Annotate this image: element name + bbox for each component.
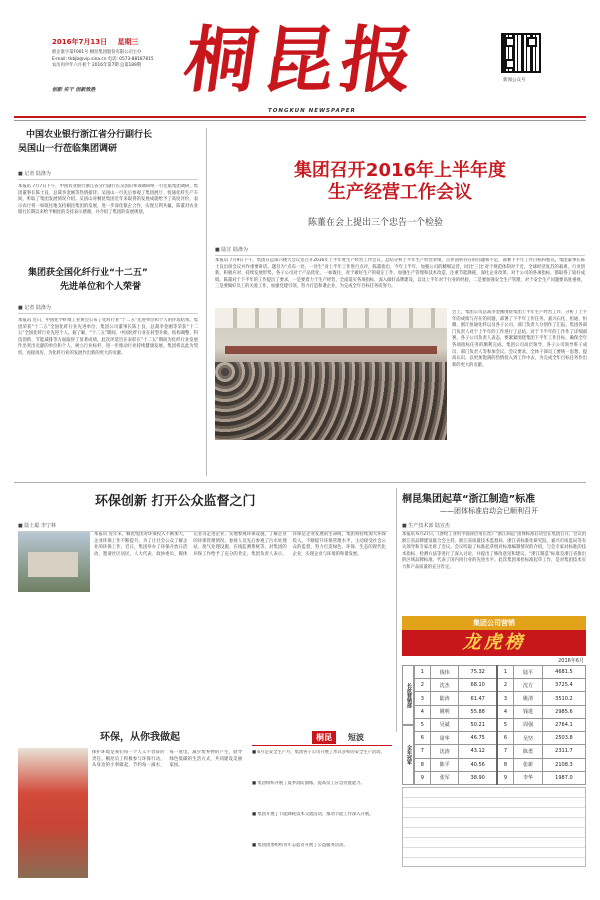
table-cell: 1987.0 <box>542 771 585 784</box>
lead-byline: ■ 陆宣 陆涤为 <box>215 246 585 256</box>
table-cell: 陈平 <box>430 758 459 771</box>
right-story-body: 本报讯 6月27日，《涤纶工业用平面涂层用长丝》“浙江制造”团体标准启动会在集团召开。会议由浙江省品牌建设联合会主持，浙江省质量技术监督局、浙江省标准化研究院、嘉兴市质监局等有关领导和专家出席了会议。会议听取了标准起草组对标准编制情况的介绍，与会专家对标准的技术指标、检测方法等进行了深入讨论，并提出了修改意见和建议。“浙江制造”标准是浙江省推出的区域品牌标准，代表了国内同行业的先进水平。此次集团承担标准起草工作，是对集团技术实力和产品质量的充分肯定。 <box>402 532 586 570</box>
table-cell: 吴坚 <box>514 732 543 745</box>
sales-side-label: 全年冠军 <box>402 725 414 785</box>
table-cell: 6 <box>415 732 431 745</box>
table-cell: 46.75 <box>459 732 497 745</box>
table-cell: 钱进 <box>514 705 543 718</box>
left-top-article <box>18 128 198 272</box>
column-divider <box>396 488 397 732</box>
table-cell: 8 <box>497 758 514 771</box>
brief-title: 短波 <box>348 733 364 742</box>
brief-item: ■ 集团团委组织青年志愿者开展了公益服务活动。 <box>252 843 348 848</box>
env-headline: 环保创新 打开公众监督之门 <box>95 494 256 509</box>
table-cell: 2764.1 <box>542 718 585 731</box>
left-mid-article <box>18 266 198 486</box>
headline: 中国农业银行浙江省分行副行长 <box>26 130 153 140</box>
table-cell: 2108.3 <box>542 758 585 771</box>
table-cell: 38.90 <box>459 771 497 784</box>
lead-subhead: 陈董在会上提出三个忠告一个检验 <box>308 218 444 228</box>
right-story-byline: ■ 生产技术部 陆宣杰 <box>402 522 586 532</box>
table-cell: 2311.7 <box>542 745 585 758</box>
lead-body: 本报讯 7月9日下午，集团在总部六楼大会议室召开2016年上半年度生产经营工作会议。总结分析上半年生产经营业绩，点评剖析存在的问题和不足，部署下半年工作目标和重点。集团董事长陈士良出席会议并作重要讲话。题目为“点布一处，一处生”对上半年工作进行点评，陈董指出，今年上半年，加强公司的精细运营，同比‘三比’对于规范体制对于近，全球经济复苏的艰难，行业创新，积极应对、持续发展形势，各子公司对于产品优化，一如既往，对于做好生产的稳定工作，加强生产管理和技术改造，注重节能降耗，深化企业改革。对于公司的各项指标，都取得了较好成绩。陈董对于下半年的工作提出了要求，一是要着力于生产经营，全面落实各项指标，深入做好品牌建设，以及上半年对于行业的经验，二是要加强安全生产管理，对于安全生产问题要高度重视，三是要做好员工的关爱工作，加强党建引领，努力打造和谐企业，为完成全年目标任务而努力。 <box>215 258 585 290</box>
masthead-rule <box>14 116 586 118</box>
table-cell: 50.21 <box>459 718 497 731</box>
table-cell: 43.12 <box>459 745 497 758</box>
article-body: 本报讯 近日，中国化学纤维工业协会公布了化纤行业“十二五”先进单位和个人的评选结果。集团荣获“十二五”全国化纤行业先进单位，集团公司董事长陈士良、总裁李金刚等荣获“十二五”全国化纤行业先进个人。据了解，“十二五”期间，中国化纤行业在转型升级、结构调整、科技创新、节能减排等方面取得了显著成绩。此次评选旨在表彰在“十二五”期间为化纤行业发展作出突出贡献的单位和个人，树立行业标杆，进一步推动行业持续健康发展。集团将以此为契机，再接再厉，为化纤行业的发展作出新的更大的贡献。 <box>18 318 198 356</box>
table-cell: 3 <box>497 692 514 705</box>
table-cell: 6 <box>497 732 514 745</box>
table-cell: 陆涛 <box>430 692 459 705</box>
brief-list <box>252 750 392 871</box>
sales-banner <box>402 630 586 656</box>
sales-header <box>402 616 586 630</box>
table-cell: 4681.5 <box>542 666 585 679</box>
masthead-date-bar <box>52 37 139 47</box>
table-row <box>415 718 586 731</box>
table-cell: 李华 <box>514 771 543 784</box>
brief-box <box>252 730 392 882</box>
table-cell: 8 <box>415 758 431 771</box>
masthead-subtitle: TONGKUN NEWSPAPER <box>268 108 356 114</box>
brief-item: ■ 集团组织开展了夏季消防演练，提高员工应急处置能力。 <box>252 781 365 786</box>
lead-body-continued <box>215 444 447 478</box>
headline: 吴国山一行莅临集团调研 <box>18 144 118 154</box>
table-cell: 61.47 <box>459 692 497 705</box>
sales-side-label: 长丝营销部 <box>402 665 414 725</box>
table-row <box>415 692 586 705</box>
sales-period: 2016年6月 <box>558 658 584 664</box>
table-cell: 3725.4 <box>542 679 585 692</box>
table-row <box>415 666 586 679</box>
table-cell: 沈杰 <box>430 679 459 692</box>
lead-headline-line: 生产经营工作会议 <box>328 182 472 203</box>
table-cell: 5 <box>415 718 431 731</box>
table-cell: 4 <box>415 705 431 718</box>
section-rule <box>14 482 586 483</box>
issue-date: 2016年7月13日 <box>52 38 108 46</box>
table-cell: 9 <box>415 771 431 784</box>
brief-tag: 桐昆 <box>312 731 336 744</box>
lead-headline <box>215 160 585 204</box>
table-cell: 周华 <box>430 732 459 745</box>
table-cell: 2503.8 <box>542 732 585 745</box>
table-cell: 姚清 <box>514 692 543 705</box>
article-body: 本报讯 7月7日下午，中国农业银行浙江省分行副行长吴国山率领调研组一行莅临集团调研，集团董事长陈士良、总裁李金刚等热情接待。吴国山一行先后参观了集团展厅、恒通化纤生产车间，听取了集团发展情况介绍。吴国山对桐昆集团近年来取得的发展成就给予了高度评价，表示农行将一如既往地支持桐昆集团的发展，进一步深化银企合作，实现互利共赢。陈董对农业银行长期以来给予桐昆的支持表示感谢，并介绍了集团的发展规划。 <box>18 184 198 216</box>
env-byline: ■ 陆士聪 李宁林 <box>18 522 388 532</box>
brief-item: ■ 6月是安全生产月，集团各子公司开展了形式多样的安全生产活动。 <box>252 750 385 755</box>
info-line: 农历丙申年六月初十 2016年第7期 总第189期 <box>52 63 142 68</box>
table-cell: 2 <box>497 679 514 692</box>
env-small-body: 保护环境是我们每一个人义不容辞的责任。桐昆员工积极参与环保行动，从身边的小事做起，节约每一滴水、每一度电，减少废弃物的产生，倡导绿色低碳的生活方式，共同建设美丽家园。 <box>92 750 242 769</box>
table-cell: 钱伟 <box>430 666 459 679</box>
right-story-subhead: ——团体标准启动会已顺利召开 <box>440 507 538 515</box>
table-cell: 沈涛 <box>430 745 459 758</box>
table-cell: 5 <box>497 718 514 731</box>
table-cell: 1 <box>497 666 514 679</box>
masthead-title: 桐昆报 <box>179 17 426 102</box>
table-row <box>415 745 586 758</box>
table-cell: 陈勇 <box>514 745 543 758</box>
table-cell: 吴斌 <box>430 718 459 731</box>
table-cell: 张军 <box>430 771 459 784</box>
sales-side-labels <box>402 665 414 785</box>
env-photo <box>18 532 90 592</box>
table-row <box>415 758 586 771</box>
table-cell: 4 <box>497 705 514 718</box>
qr-caption: 新闻公众号 <box>503 78 526 83</box>
right-story-headline: 桐昆集团起草“浙江制造”标准 <box>402 494 536 505</box>
table-cell: 40.56 <box>459 758 497 771</box>
sales-filler <box>402 787 586 867</box>
headline: 集团获全国化纤行业“十二五” <box>28 268 148 278</box>
table-cell: 姚明 <box>430 705 459 718</box>
info-line: E-mail: tkbjb@vip.sina.cn 电话: 0573-88187815 <box>52 56 154 62</box>
brief-header <box>252 730 392 746</box>
table-row <box>415 732 586 745</box>
table-row <box>415 705 586 718</box>
volunteer-photo <box>18 748 88 878</box>
table-cell: 陆平 <box>514 666 543 679</box>
lead-right-column: 会上，集团公司总裁李金刚围绕集团上半年生产经营工作，分析了上半年的成绩与存在的问题，部署了下半年工作任务。嘉兴石化、恒通、恒腾、浙江恒通化纤以及各子公司、部门负责人分别作了汇报。集团各部门负责人对于上半年的工作进行了总结，对于下半年的工作作了详细部署。各子公司负责人表态，要紧紧围绕集团下半年工作目标，确保全年各项指标任务的顺利完成。集团公司高层领导、各子公司领导班子成员、部门负责人等参加会议。会议要求，全体干部员工要统一思想、提高认识，以更加饱满的热情投入到工作中去，为完成全年目标任务作出新的更大的贡献。 <box>452 310 587 368</box>
sales-header-text: 集团公司营销 <box>473 619 515 627</box>
qr-code <box>501 33 541 73</box>
issue-weekday: 星期三 <box>117 38 139 46</box>
table-cell: 2985.6 <box>542 705 585 718</box>
brief-item: ■ 集团开展了节能降耗技术交流活动，推动节能工作深入开展。 <box>252 812 374 817</box>
table-cell: 68.10 <box>459 679 497 692</box>
table-cell: 周强 <box>514 718 543 731</box>
headline: 先进单位和个人荣誉 <box>60 282 142 292</box>
sales-banner-text: 龙虎榜 <box>462 632 526 653</box>
table-cell: 9 <box>497 771 514 784</box>
masthead-rule <box>14 120 586 121</box>
table-row <box>415 679 586 692</box>
table-cell: 7 <box>497 745 514 758</box>
lead-headline-line: 集团召开2016年上半年度 <box>293 160 507 181</box>
sales-board <box>402 616 586 884</box>
column-divider <box>206 128 207 476</box>
env-small-headline: 环保，从你我做起 <box>100 732 180 743</box>
table-cell: 2 <box>415 679 431 692</box>
table-cell: 3 <box>415 692 431 705</box>
table-cell: 7 <box>415 745 431 758</box>
byline: ■ 记者 陆涤为 <box>18 170 198 180</box>
table-cell: 55.88 <box>459 705 497 718</box>
env-body: 本报讯 连年来，桐昆集团对环保投入不断加大，企业环保工作不断提升。为了让社会公众了解企业的环保工作，近日，集团举办了环保开放日活动，邀请社区居民、人大代表、政协委员、媒体记者等走进企业，实地参观环保设施，了解企业的环保管理情况。参观人员先后参观了污水处理站、废气处理设施、在线监测系统等，对集团的环保工作给予了充分的肯定。集团负责人表示，环保是企业发展的生命线，集团将持续加大环保投入，不断提升环保管理水平，主动接受社会公众的监督，努力打造绿色、环保、生态的现代化企业，实现企业与环境的和谐发展。 <box>94 532 386 557</box>
byline: ■ 记者 陆涤为 <box>18 304 198 314</box>
sales-table <box>414 665 586 785</box>
table-cell: 张新 <box>514 758 543 771</box>
masthead-info <box>52 50 177 70</box>
masthead-slogan: 创新 实干 创新致胜 <box>52 87 96 93</box>
table-cell: 75.32 <box>459 666 497 679</box>
info-line: 浙企准字第F001号 桐昆集团股份有限公司主办 <box>52 50 142 55</box>
table-cell: 沈方 <box>514 679 543 692</box>
conference-photo <box>215 308 447 440</box>
table-cell: 1 <box>415 666 431 679</box>
table-row <box>415 771 586 784</box>
table-cell: 3510.2 <box>542 692 585 705</box>
